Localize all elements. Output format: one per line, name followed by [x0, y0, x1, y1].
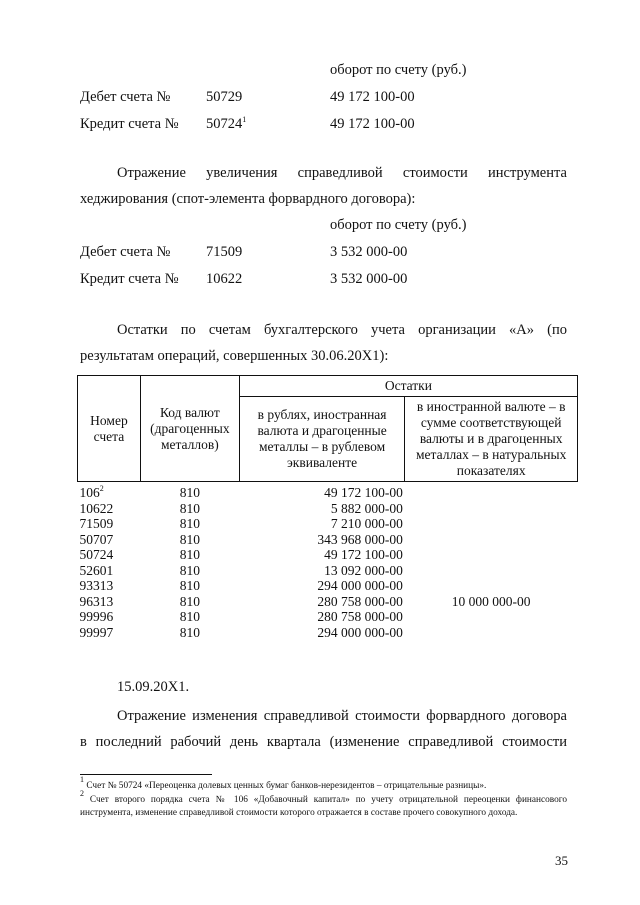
turnover-header-1: оборот по счету (руб.) — [330, 62, 467, 78]
cell-code: 810 — [179, 516, 200, 531]
balances-table — [77, 375, 578, 640]
cell-code: 810 — [179, 609, 200, 624]
cell-rub: 13 092 000-00 — [324, 562, 403, 578]
word: (изменение — [329, 734, 400, 750]
cell-rub: 49 172 100-00 — [324, 547, 403, 562]
cell-fx: 10 000 000-00 — [451, 593, 531, 609]
credit-label-1: Кредит счета № — [80, 116, 179, 132]
header-balances: Остатки — [239, 376, 577, 397]
word: увеличения — [206, 165, 278, 181]
cell-rub: 343 968 000-00 — [317, 531, 403, 547]
word: учета — [371, 322, 405, 338]
cell-code: 810 — [179, 547, 200, 562]
debit-account-1: 50729 — [206, 89, 243, 105]
cell-fx — [405, 547, 578, 563]
debit-label-1: Дебет счета № — [80, 89, 171, 105]
paragraph-1-line-2: хеджирования (спот-элемента форвардного договора): — [80, 191, 416, 207]
cell-account: 93313 — [79, 578, 114, 593]
word: стоимости — [502, 734, 567, 750]
paragraph-1-line-1 — [117, 165, 567, 182]
debit-amount-1: 49 172 100-00 — [330, 89, 415, 105]
cell-rub: 280 758 000-00 — [317, 593, 403, 609]
cell-account: 50707 — [79, 531, 114, 547]
word: рабочий — [170, 734, 222, 750]
word: в — [80, 734, 87, 750]
cell-fx — [405, 625, 578, 641]
cell-account: 99996 — [79, 609, 114, 624]
cell-rub: 280 758 000-00 — [317, 609, 403, 624]
word: квартала — [266, 734, 321, 750]
cell-code: 810 — [179, 485, 200, 500]
word: инструмента — [488, 165, 567, 181]
table-row — [78, 578, 578, 594]
table-row — [78, 609, 578, 625]
cell-fx — [405, 563, 578, 579]
cell-code: 810 — [179, 624, 200, 640]
footnote-2-mark: 2 — [80, 789, 84, 798]
header-currency-code: Код валют (драгоценных металлов) — [140, 376, 239, 482]
word: последний — [95, 734, 162, 750]
credit-account-1 — [206, 116, 246, 133]
page-number: 35 — [555, 853, 568, 868]
table-row — [78, 594, 578, 610]
turnover-header-2: оборот по счету (руб.) — [330, 217, 467, 233]
header-rub-balance: в рублях, иностранная валюта и драгоценные металлы – в рублевом эквиваленте — [239, 397, 405, 482]
word: «А» — [509, 322, 535, 338]
word: бухгалтерского — [263, 322, 358, 338]
cell-code: 810 — [179, 578, 200, 593]
footnote-separator — [80, 774, 212, 775]
table-row — [78, 563, 578, 579]
word: справедливой — [297, 165, 383, 181]
account-number: 106 — [79, 485, 100, 500]
cell-fx — [405, 532, 578, 548]
cell-rub: 294 000 000-00 — [317, 578, 403, 593]
date-line: 15.09.20Х1. — [117, 679, 190, 695]
credit-account-2: 10622 — [206, 271, 243, 287]
word: (по — [547, 322, 567, 338]
cell-account: 52601 — [79, 562, 114, 578]
footnote-1 — [80, 775, 567, 793]
credit-label-2: Кредит счета № — [80, 271, 179, 287]
footnote-ref-1: 1 — [242, 115, 247, 124]
footnote-1-mark: 1 — [80, 775, 84, 784]
paragraph-3-line-2 — [80, 734, 567, 751]
cell-rub: 49 172 100-00 — [324, 485, 403, 500]
cell-code: 810 — [179, 500, 200, 516]
cell-account: 50724 — [79, 547, 114, 562]
cell-fx — [405, 578, 578, 594]
cell-rub: 7 210 000-00 — [330, 516, 403, 531]
word: Отражение — [117, 165, 186, 181]
cell-fx — [405, 482, 578, 501]
cell-code: 810 — [179, 531, 200, 547]
footnote-1-text: Счет № 50724 «Переоценка долевых ценных бумаг банков-нерезидентов – отрицательные разницы». — [86, 781, 487, 791]
paragraph-2-line-2: результатам операций, совершенных 30.06.20Х1): — [80, 348, 389, 364]
footnote-2-text: Счет второго порядка счета № 106 «Добавочный капитал» по учету отрицательной переоценки финансового инструмента, изменение справедливой стоимости которого отражается в составе прочего совокупного дохода. — [80, 795, 567, 818]
cell-rub: 5 882 000-00 — [330, 500, 403, 516]
word: Остатки — [117, 322, 168, 338]
cell-fx — [405, 516, 578, 532]
table-row — [78, 532, 578, 548]
cell-rub: 294 000 000-00 — [317, 624, 403, 640]
cell-account: 10622 — [79, 500, 114, 516]
debit-amount-2: 3 532 000-00 — [330, 244, 408, 260]
credit-account-1-number: 50724 — [206, 116, 243, 132]
paragraph-3-line-1: Отражение изменения справедливой стоимости форвардного договора — [117, 708, 567, 724]
paragraph-2-line-1 — [117, 322, 567, 339]
credit-amount-2: 3 532 000-00 — [330, 271, 408, 287]
word: счетам — [208, 322, 251, 338]
cell-fx — [405, 609, 578, 625]
cell-code: 810 — [179, 593, 200, 609]
credit-amount-1: 49 172 100-00 — [330, 116, 415, 132]
word: по — [180, 322, 196, 338]
debit-account-2: 71509 — [206, 244, 243, 260]
header-account-number: Номер счета — [78, 376, 141, 482]
table-row — [78, 547, 578, 563]
cell-fx — [405, 501, 578, 517]
table-row — [78, 501, 578, 517]
debit-label-2: Дебет счета № — [80, 244, 171, 260]
footnote-2 — [80, 789, 567, 820]
cell-account — [78, 482, 141, 501]
word: день — [229, 734, 259, 750]
cell-account: 71509 — [79, 516, 114, 531]
word: организации — [418, 322, 496, 338]
header-fx-balance: в иностранной валюте – в сумме соответствующей валюты и в драгоценных металлах – в натуральных показателях — [405, 397, 578, 482]
word: стоимости — [402, 165, 468, 181]
table-row — [78, 516, 578, 532]
cell-account: 96313 — [79, 593, 114, 609]
footnote-ref-2: 2 — [99, 484, 104, 493]
table-row — [78, 625, 578, 641]
table-row — [78, 482, 578, 501]
cell-account: 99997 — [79, 624, 114, 640]
word: справедливой — [408, 734, 494, 750]
cell-code: 810 — [179, 562, 200, 578]
